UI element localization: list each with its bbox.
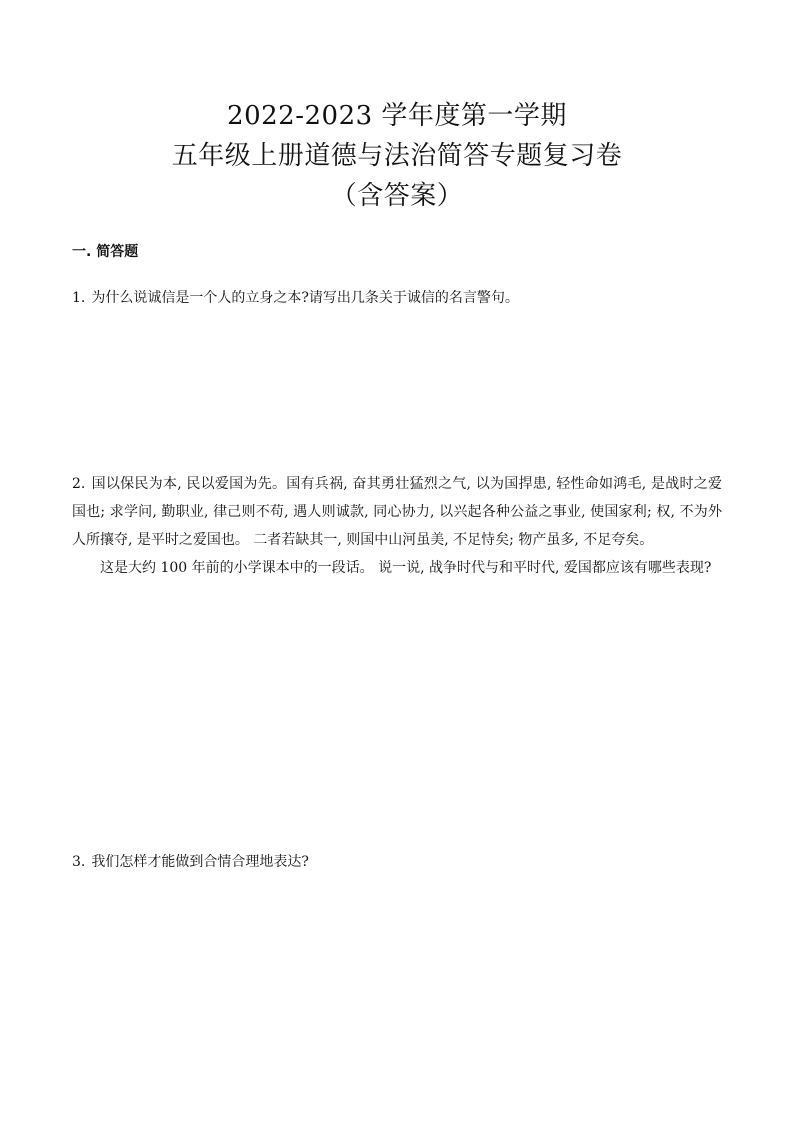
- question-number: 3.: [72, 854, 86, 870]
- question-text: 国以保民为本, 民以爱国为先。国有兵祸, 奋其勇壮猛烈之气, 以为国捍患, 轻性命如鸿毛, 是战时之爱国也; 求学问, 勤职业, 律己则不苟, 遇人则诚款, 同心协力, 以兴起各种公益之事业, 使国家利; 权, 不为外人所攘夺, 是平时之爱国也。 二者若缺其一, 则国中山河虽美, 不足恃矣; 物产虽多, 不足夸矣。: [72, 476, 722, 548]
- document-title: [0, 96, 794, 216]
- question-3: [72, 848, 722, 876]
- title-line-answers: （含答案）: [330, 181, 464, 211]
- question-prompt: 这是大约 100 年前的小学课本中的一段话。 说一说, 战争时代与和平时代, 爱国都应该有哪些表现?: [100, 560, 712, 576]
- question-1: [72, 284, 722, 312]
- section-heading: 一. 简答题: [72, 244, 139, 260]
- title-line-subject: 五年级上册道德与法治简答专题复习卷: [171, 141, 623, 171]
- question-number: 1.: [72, 290, 86, 306]
- title-line-year: 2022-2023 学年度第一学期: [227, 101, 567, 131]
- question-2: [72, 470, 722, 582]
- question-text: 为什么说诚信是一个人的立身之本?请写出几条关于诚信的名言警句。: [91, 290, 519, 306]
- question-text: 我们怎样才能做到合情合理地表达?: [91, 854, 309, 870]
- question-passage: [72, 470, 722, 554]
- question-number: 2.: [72, 476, 86, 492]
